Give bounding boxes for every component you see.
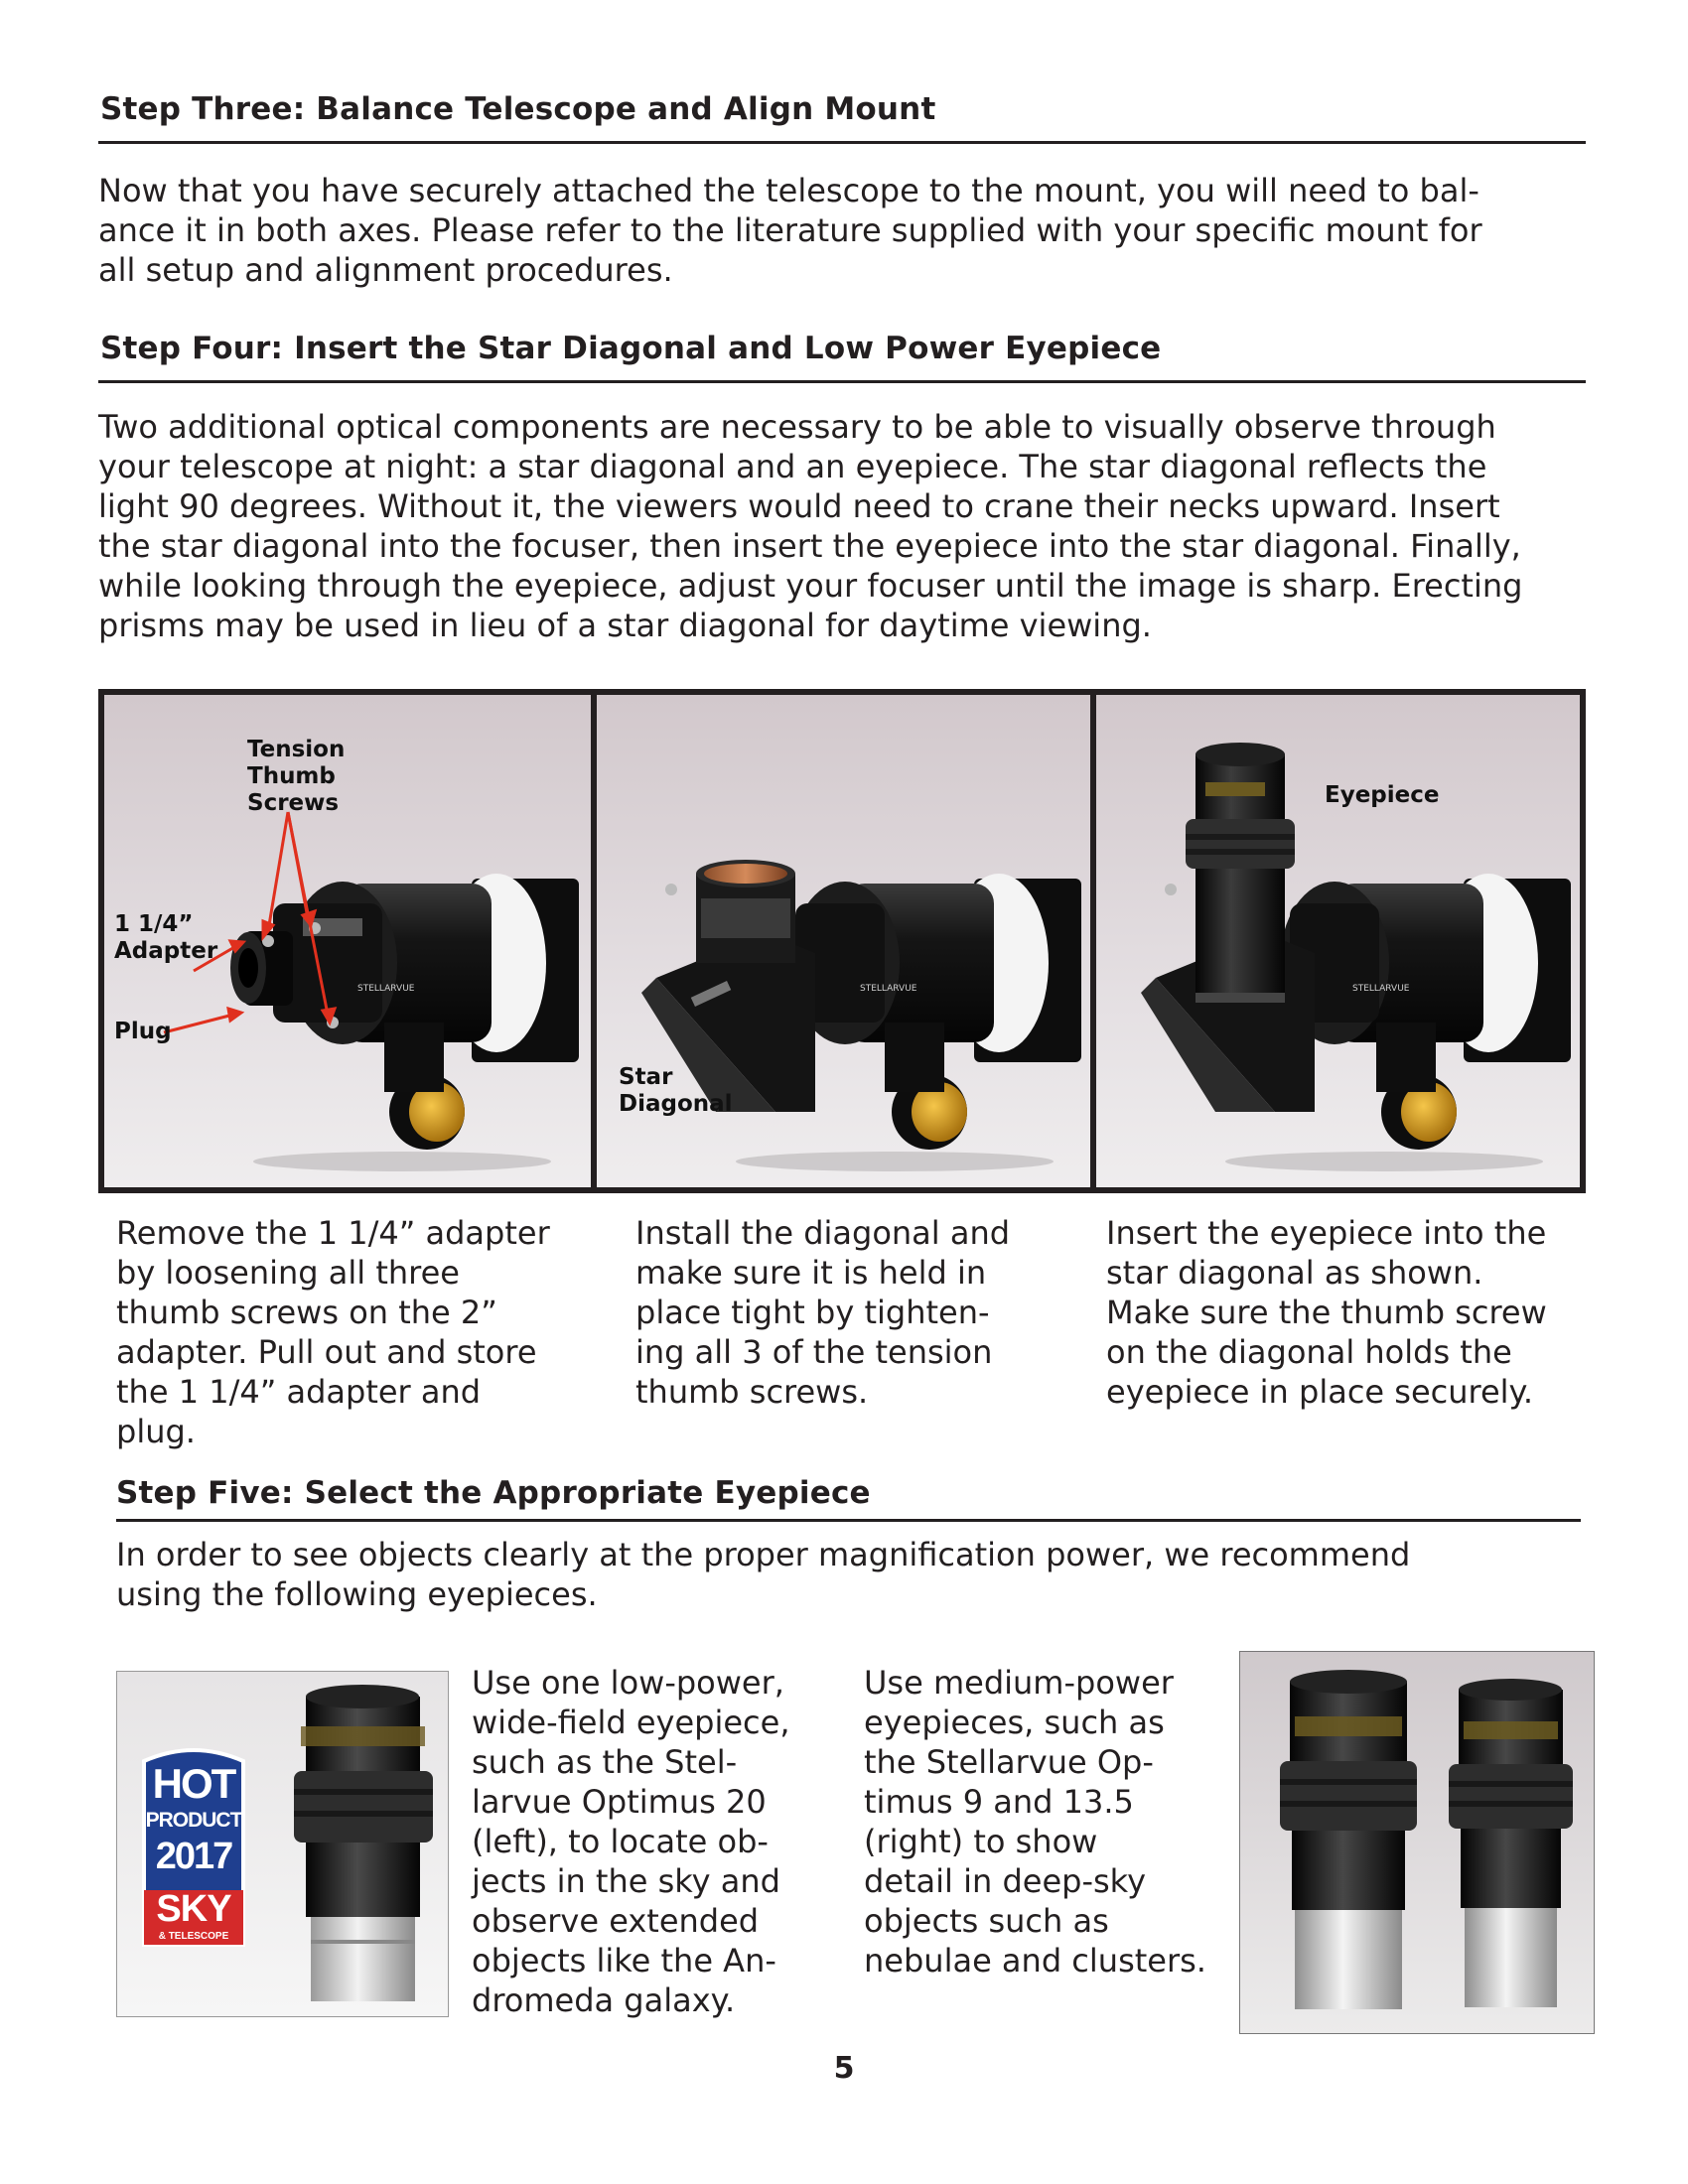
- text-low-power-eyepiece: Use one low-power, wide-field eyepiece, such as the Stel- larvue Optimus 20 (left), to locate ob- jects in the sky and observe extended objects like the An- dromeda galaxy.: [472, 1664, 790, 2019]
- caption-insert-eyepiece: Insert the eyepiece into the star diagonal as shown. Make sure the thumb screw on the diagonal holds the eyepiece in place securely.: [1106, 1214, 1547, 1411]
- step-four-heading: Step Four: Insert the Star Diagonal and Low Power Eyepiece: [100, 331, 1162, 366]
- text-line: Two additional optical components are necessary to be able to visually observe through: [98, 408, 1496, 446]
- photo-focuser-with-adapter: [104, 695, 591, 1187]
- caption-remove-adapter: Remove the 1 1/4” adapter by loosening all three thumb screws on the 2” adapter. Pull out and store the 1 1/4” adapter and plug.: [116, 1214, 550, 1450]
- label-tension-thumb-screws: Tension Thumb Screws: [247, 737, 346, 816]
- text-line: Now that you have securely attached the telescope to the mount, you will need to bal-: [98, 172, 1479, 209]
- step-three-paragraph: [98, 171, 1482, 290]
- text-line: using the following eyepieces.: [116, 1575, 598, 1613]
- photo-star-diagonal: [597, 695, 1090, 1187]
- text-line: In order to see objects clearly at the proper magnification power, we recommend: [116, 1536, 1411, 1573]
- badge-hot: HOT: [152, 1760, 235, 1807]
- step-four-paragraph: [98, 407, 1522, 645]
- step-five-rule: [116, 1519, 1581, 1522]
- brand-text: STELLARVUE: [860, 984, 917, 994]
- step-four-rule: [98, 380, 1586, 383]
- page-number: 5: [833, 2051, 855, 2086]
- hot-product-badge: [139, 1741, 248, 1960]
- badge-product: PRODUCT: [145, 1809, 242, 1832]
- badge-telescope: & TELESCOPE: [158, 1931, 229, 1942]
- photo-strip: [98, 689, 1586, 1193]
- badge-sky: SKY: [156, 1888, 231, 1930]
- text-line: your telescope at night: a star diagonal and an eyepiece. The star diagonal reflects the: [98, 448, 1487, 485]
- brand-text: STELLARVUE: [1352, 984, 1410, 994]
- label-eyepiece: Eyepiece: [1325, 782, 1440, 808]
- label-plug: Plug: [114, 1019, 172, 1044]
- badge-year: 2017: [155, 1836, 232, 1877]
- text-line: ance it in both axes. Please refer to the literature supplied with your specific mount for: [98, 211, 1482, 249]
- photo-eyepiece-inserted: [1096, 695, 1580, 1187]
- text-line: light 90 degrees. Without it, the viewers would need to crane their necks upward. Insert: [98, 487, 1500, 525]
- photo-optimus-20-eyepiece: [116, 1671, 449, 2017]
- photo-optimus-9-and-13-5-eyepieces: [1239, 1651, 1595, 2034]
- text-line: prisms may be used in lieu of a star diagonal for daytime viewing.: [98, 607, 1152, 644]
- text-line: all setup and alignment procedures.: [98, 251, 673, 289]
- label-star-diagonal: Star Diagonal: [619, 1064, 733, 1117]
- step-three-rule: [98, 141, 1586, 144]
- caption-install-diagonal: Install the diagonal and make sure it is held in place tight by tighten- ing all 3 of the tension thumb screws.: [635, 1214, 1011, 1411]
- step-five-paragraph: [116, 1535, 1410, 1614]
- step-five-heading: Step Five: Select the Appropriate Eyepiece: [116, 1475, 871, 1511]
- brand-text: STELLARVUE: [357, 984, 415, 994]
- text-line: the star diagonal into the focuser, then insert the eyepiece into the star diagonal. Finally,: [98, 527, 1521, 565]
- step-three-heading: Step Three: Balance Telescope and Align Mount: [100, 91, 936, 127]
- text-medium-power-eyepieces: Use medium-power eyepieces, such as the Stellarvue Op- timus 9 and 13.5 (right) to show detail in deep-sky objects such as nebulae and clusters.: [864, 1664, 1206, 1979]
- text-line: while looking through the eyepiece, adjust your focuser until the image is sharp. Erecting: [98, 567, 1523, 605]
- label-adapter: 1 1/4” Adapter: [114, 911, 218, 964]
